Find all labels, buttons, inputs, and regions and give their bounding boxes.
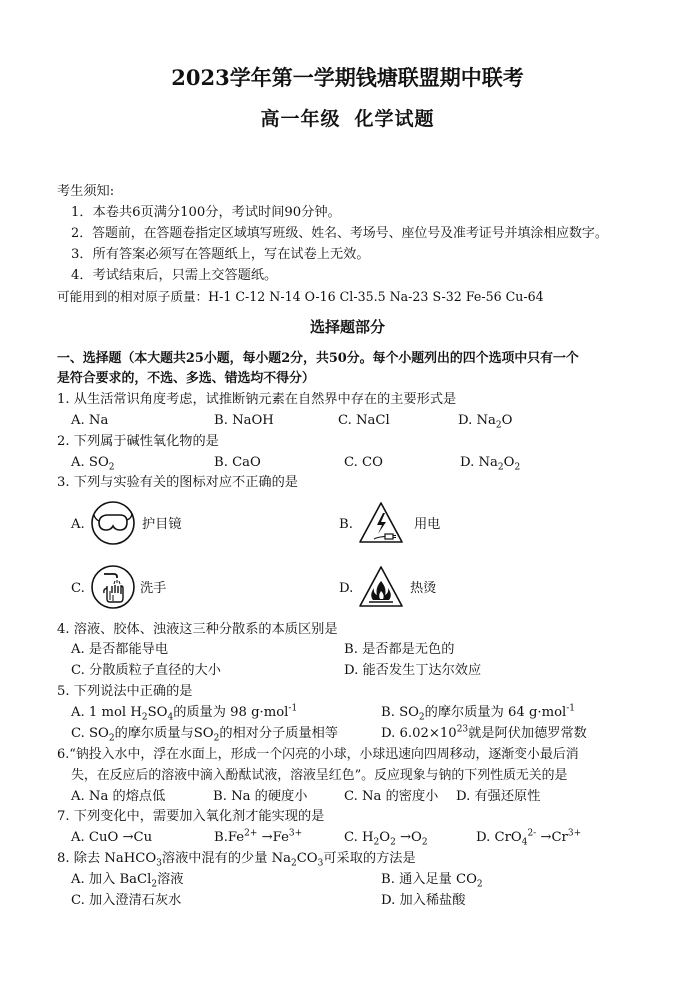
q7-option-c: C. $H_2O_2 \to O_2$	[344, 830, 428, 848]
q4-option-c: C. 分散质粒子直径的大小	[71, 663, 221, 678]
hand-washing-icon	[90, 564, 136, 610]
q3-option-b-letter: B.	[339, 517, 353, 532]
electricity-warning-icon	[358, 500, 404, 546]
q3-option-c-letter: C.	[71, 581, 85, 596]
q6-option-b: B. Na 的硬度小	[213, 789, 308, 804]
q2-option-b: B. CaO	[214, 455, 261, 470]
q1-option-b: B. NaOH	[214, 413, 274, 428]
q1-option-a: A. Na	[71, 413, 109, 428]
q8-option-c: C. 加入澄清石灰水	[71, 893, 182, 908]
q3-stem: 3. 下列与实验有关的图标对应不正确的是	[57, 475, 298, 490]
q5-option-b: B. $SO_2$的摩尔质量为 64 g·mol$^{-1}$	[381, 703, 576, 723]
q4-option-d: D. 能否发生丁达尔效应	[344, 663, 482, 678]
goggles-icon	[90, 500, 136, 546]
hot-surface-icon	[358, 564, 404, 610]
notice-item-3: 3．所有答案必须写在答题纸上，写在试卷上无效。	[71, 247, 370, 262]
q4-option-a: A. 是否都能导电	[71, 642, 169, 657]
notice-item-2: 2．答题前，在答题卷指定区域填写班级、姓名、考场号、座位号及准考证号并填涂相应数字。	[71, 226, 608, 241]
section-title: 选择题部分	[309, 318, 385, 336]
q6-stem-2: 失，在反应后的溶液中滴入酚酞试液，溶液呈红色”。反应现象与钠的下列性质无关的是	[71, 768, 568, 783]
q7-option-a: A. CuO →Cu	[71, 830, 153, 845]
q2-option-c: C. CO	[344, 455, 383, 470]
notice-item-4: 4．考试结束后，只需上交答题纸。	[71, 268, 278, 283]
part1-heading	[57, 350, 579, 368]
q5-option-a: A. 1 mol $H_2SO_4$的质量为 98 g·mol$^{-1}$	[71, 703, 298, 723]
exam-subtitle	[0, 106, 695, 132]
q8-option-a: A. 加入 BaCl$_2$溶液	[71, 872, 184, 890]
exam-title: 2023学年第一学期钱塘联盟期中联考	[171, 65, 524, 90]
q2-option-a: A. $SO_2$	[71, 455, 115, 473]
grade-label: 高一年级	[260, 108, 341, 130]
part1-desc-2: 是符合要求的，不选、多选、错选均不得分）	[57, 371, 315, 386]
q2-option-d: D. $Na_2O_2$	[460, 455, 521, 473]
notice-item-1: 1．本卷共6页满分100分，考试时间90分钟。	[71, 205, 341, 220]
q3-option-c-label: 洗手	[140, 581, 167, 596]
q3-option-a-letter: A.	[71, 517, 85, 532]
atomic-masses: 可能用到的相对原子质量：H-1 C-12 N-14 O-16 Cl-35.5 Na-23 S-32 Fe-56 Cu-64	[57, 289, 544, 304]
part1-desc-1: （本大题共25小题，每小题2分，共50分。每个小题列出的四个选项中只有一个	[121, 351, 579, 366]
q4-stem: 4. 溶液、胶体、浊液这三种分散系的本质区别是	[57, 622, 338, 637]
q6-option-c: C. Na 的密度小	[344, 789, 439, 804]
q2-stem: 2. 下列属于碱性氧化物的是	[57, 434, 219, 449]
q3-option-b-label: 用电	[414, 517, 441, 532]
q1-option-d: D. $Na_2O$	[458, 413, 513, 431]
q5-option-d: D. $6.02\times 10^{23}$就是阿伏加德罗常数	[381, 724, 587, 741]
q3-option-d-letter: D.	[339, 581, 354, 596]
q5-stem: 5. 下列说法中正确的是	[57, 684, 193, 699]
part1-label: 一、选择题	[57, 351, 122, 366]
q1-stem: 1. 从生活常识角度考虑，试推断钠元素在自然界中存在的主要形式是	[57, 392, 457, 407]
q6-stem-1: 6.“钠投入水中，浮在水面上，形成一个闪亮的小球，小球迅速向四周移动，逐渐变小最后消	[57, 747, 579, 762]
q4-option-b: B. 是否都是无色的	[344, 642, 455, 657]
notice-heading: 考生须知:	[57, 184, 115, 199]
q1-option-c: C. NaCl	[338, 413, 390, 428]
q8-stem: 8. 除去 NaHCO$_3$溶液中混有的少量 $Na_2CO_3$可采取的方法是	[57, 851, 416, 869]
q3-option-a-label: 护目镜	[142, 517, 182, 532]
q7-option-b: $B.Fe^{2+} \to Fe^{3+}$	[214, 828, 303, 845]
q8-option-b: B. 通入足量 $CO_2$	[381, 872, 483, 890]
q7-stem: 7. 下列变化中，需要加入氧化剂才能实现的是	[57, 809, 325, 824]
q7-option-d: D. $CrO_4^{2-} \to Cr^{3+}$	[476, 828, 582, 848]
q6-option-a: A. Na 的熔点低	[71, 789, 166, 804]
subject-label: 化学试题	[354, 108, 435, 130]
q6-option-d: D. 有强还原性	[456, 789, 541, 804]
q8-option-d: D. 加入稀盐酸	[381, 893, 466, 908]
q3-option-d-label: 热烫	[410, 581, 437, 596]
q5-option-c: C. $SO_2$的摩尔质量与$SO_2$的相对分子质量相等	[71, 726, 338, 744]
